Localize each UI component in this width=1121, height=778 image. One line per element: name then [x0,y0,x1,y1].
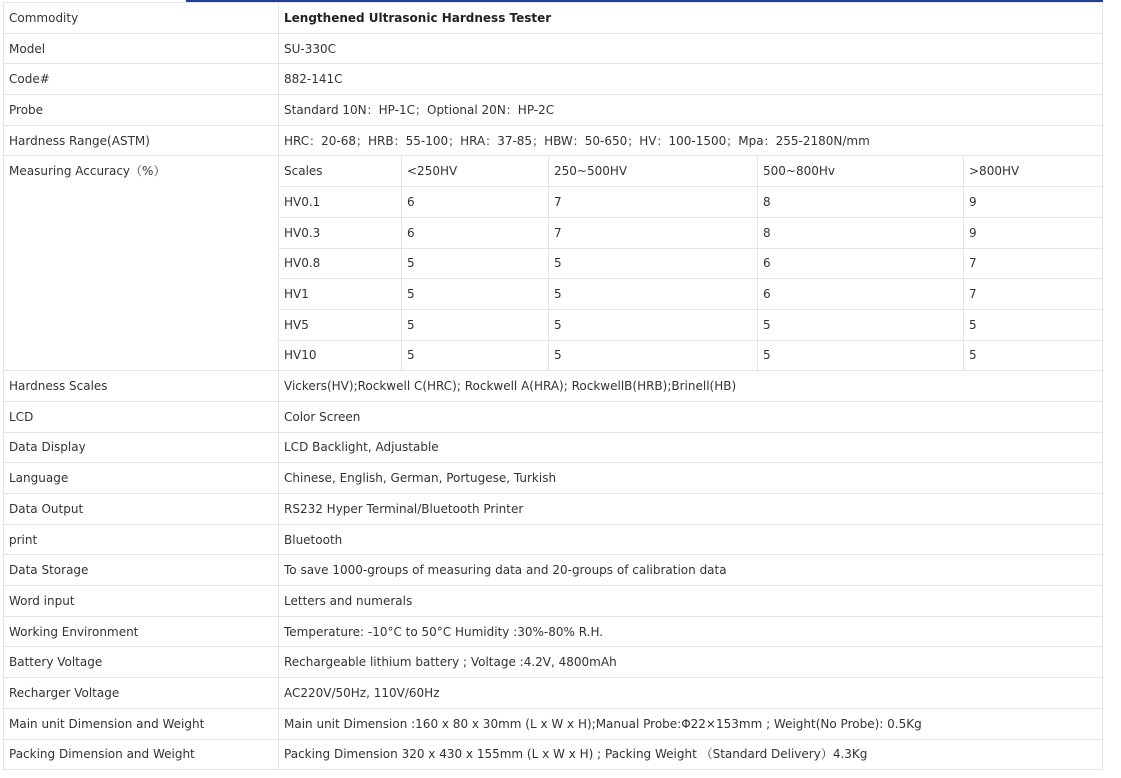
accuracy-cell-value: 8 [758,217,964,248]
spec-label: Word input [4,586,279,617]
spec-value: HRC：20-68；HRB：55-100；HRA：37-85；HBW：50-650；HV：100-1500；Mpa：255-2180N/mm [279,125,1103,156]
spec-label: Packing Dimension and Weight [4,739,279,770]
accuracy-header-row [279,156,1102,186]
accuracy-cell-value: 9 [964,187,1103,218]
accuracy-cell-value: 5 [402,248,549,279]
spec-label: Commodity [4,3,279,34]
spec-row-hardness-scales [4,371,1103,402]
spec-label: Data Storage [4,555,279,586]
accuracy-cell-value: HV0.8 [279,248,402,279]
spec-row-print [4,524,1103,555]
accuracy-cell-value: 5 [964,309,1103,340]
spec-value: Packing Dimension 320 x 430 x 155mm (L x W x H) ; Packing Weight （Standard Delivery）4.3Kg [279,739,1103,770]
spec-label: Hardness Scales [4,371,279,402]
accuracy-cell-value: 6 [402,187,549,218]
spec-value: To save 1000-groups of measuring data and 20-groups of calibration data [279,555,1103,586]
spec-row-code [4,64,1103,95]
spec-row-commodity [4,3,1103,34]
spec-row-measuring-accuracy [4,156,1103,371]
spec-value: Vickers(HV);Rockwell C(HRC); Rockwell A(HRA); RockwellB(HRB);Brinell(HB) [279,371,1103,402]
spec-row-probe [4,95,1103,126]
accuracy-cell-value: 5 [402,340,549,370]
spec-value: Chinese, English, German, Portugese, Turkish [279,463,1103,494]
accuracy-cell-value: 7 [964,248,1103,279]
spec-label: Working Environment [4,616,279,647]
spec-value: Color Screen [279,401,1103,432]
accuracy-cell-value: HV0.1 [279,187,402,218]
accuracy-cell-value: 9 [964,217,1103,248]
accuracy-cell-value: 6 [758,248,964,279]
accuracy-row [279,217,1102,248]
accuracy-header: >800HV [964,156,1103,186]
spec-value: 882-141C [279,64,1103,95]
spec-label: Main unit Dimension and Weight [4,708,279,739]
accuracy-cell-value: 6 [758,279,964,310]
accuracy-row [279,279,1102,310]
spec-row-working-environment [4,616,1103,647]
accuracy-cell-value: 8 [758,187,964,218]
spec-row-packing [4,739,1103,770]
spec-label: Battery Voltage [4,647,279,678]
spec-value: SU-330C [279,33,1103,64]
spec-table [3,2,1103,770]
spec-row-word-input [4,586,1103,617]
spec-value: Standard 10N：HP-1C；Optional 20N：HP-2C [279,95,1103,126]
accuracy-cell-value: 6 [402,217,549,248]
spec-label: Code# [4,64,279,95]
accuracy-cell-value: 7 [964,279,1103,310]
spec-label: Model [4,33,279,64]
spec-value: Letters and numerals [279,586,1103,617]
spec-row-language [4,463,1103,494]
spec-label: Data Output [4,494,279,525]
accuracy-cell-value: 5 [758,309,964,340]
accuracy-cell-value: 5 [549,248,758,279]
spec-row-data-display [4,432,1103,463]
spec-row-hardness-range [4,125,1103,156]
accuracy-header: 500~800Hv [758,156,964,186]
accuracy-cell-value: 7 [549,217,758,248]
spec-label: LCD [4,401,279,432]
accuracy-row [279,340,1102,370]
spec-label: Recharger Voltage [4,678,279,709]
spec-value: Main unit Dimension :160 x 80 x 30mm (L x W x H);Manual Probe:Φ22×153mm ; Weight(No Probe): 0.5Kg [279,708,1103,739]
spec-value: AC220V/50Hz, 110V/60Hz [279,678,1103,709]
spec-row-recharger-voltage [4,678,1103,709]
spec-row-main-unit [4,708,1103,739]
accuracy-cell-value: HV0.3 [279,217,402,248]
spec-label: Measuring Accuracy（%） [4,156,279,371]
accuracy-cell-value: HV1 [279,279,402,310]
accuracy-header: <250HV [402,156,549,186]
spec-row-data-output [4,494,1103,525]
spec-label: print [4,524,279,555]
accuracy-cell-value: HV10 [279,340,402,370]
spec-label: Data Display [4,432,279,463]
accuracy-cell [279,156,1103,371]
accuracy-cell-value: 5 [402,279,549,310]
accuracy-cell-value: 5 [549,309,758,340]
spec-row-data-storage [4,555,1103,586]
accuracy-row [279,248,1102,279]
accuracy-cell-value: HV5 [279,309,402,340]
accuracy-header: 250~500HV [549,156,758,186]
accuracy-cell-value: 5 [549,340,758,370]
accuracy-row [279,309,1102,340]
spec-label: Language [4,463,279,494]
accuracy-table [279,156,1102,370]
spec-value: Bluetooth [279,524,1103,555]
accuracy-header: Scales [279,156,402,186]
spec-row-model [4,33,1103,64]
accuracy-cell-value: 5 [758,340,964,370]
spec-label: Probe [4,95,279,126]
spec-label: Hardness Range(ASTM) [4,125,279,156]
spec-value: LCD Backlight, Adjustable [279,432,1103,463]
spec-row-lcd [4,401,1103,432]
accuracy-cell-value: 7 [549,187,758,218]
spec-value: Lengthened Ultrasonic Hardness Tester [279,3,1103,34]
accuracy-row [279,187,1102,218]
spec-row-battery-voltage [4,647,1103,678]
accuracy-cell-value: 5 [964,340,1103,370]
spec-value: Rechargeable lithium battery ; Voltage :4.2V, 4800mAh [279,647,1103,678]
spec-value: RS232 Hyper Terminal/Bluetooth Printer [279,494,1103,525]
accuracy-cell-value: 5 [402,309,549,340]
accuracy-cell-value: 5 [549,279,758,310]
spec-value: Temperature: -10°C to 50°C Humidity :30%-80% R.H. [279,616,1103,647]
